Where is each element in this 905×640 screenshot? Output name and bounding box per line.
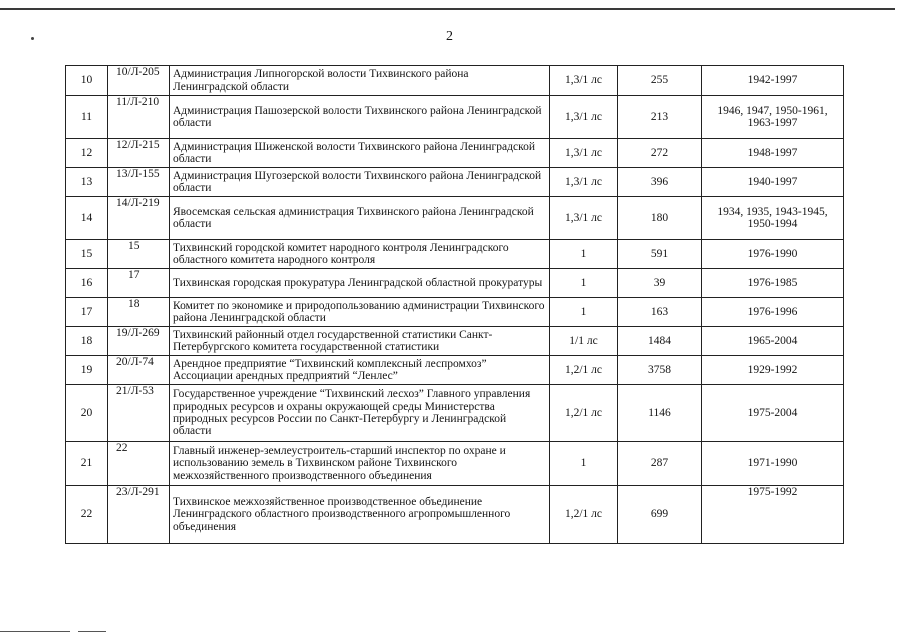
row-number: 11 [66,96,108,139]
fund-number: 12/Л-215 [108,139,170,168]
table-row [66,139,844,168]
item-count: 272 [618,139,702,168]
fund-number: 15 [108,240,170,269]
table-row [66,240,844,269]
page-number: 2 [446,29,453,44]
fund-name: Государственное учреждение “Тихвинский лесхоз” Главного управления природных ресурсов и охраны окружающей среды Министерства природных ресурсов России по Санкт-Петербургу и Ленинградской области [170,385,550,442]
bottom-rule-right [78,631,106,632]
table-row [66,197,844,240]
inventory-number: 1,3/1 лс [550,197,618,240]
fund-list-table [65,65,844,544]
fund-number: 18 [108,298,170,327]
inventory-number: 1 [550,240,618,269]
row-number: 13 [66,168,108,197]
item-count: 396 [618,168,702,197]
row-number: 10 [66,66,108,96]
item-count: 287 [618,442,702,486]
inventory-number: 1 [550,298,618,327]
date-range: 1934, 1935, 1943-1945, 1950-1994 [702,197,844,240]
date-range: 1946, 1947, 1950-1961, 1963-1997 [702,96,844,139]
date-range: 1965-2004 [702,327,844,356]
row-number: 18 [66,327,108,356]
row-number: 21 [66,442,108,486]
fund-number: 10/Л-205 [108,66,170,96]
date-range: 1942-1997 [702,66,844,96]
date-range: 1976-1985 [702,269,844,298]
date-range: 1975-1992 [702,486,844,544]
fund-number: 17 [108,269,170,298]
inventory-number: 1,3/1 лс [550,96,618,139]
table-row [66,356,844,385]
table-row [66,168,844,197]
inventory-number: 1,3/1 лс [550,168,618,197]
inventory-number: 1/1 лс [550,327,618,356]
item-count: 1146 [618,385,702,442]
fund-name: Комитет по экономике и природопользованию администрации Тихвинского района Ленинградской области [170,298,550,327]
date-range: 1940-1997 [702,168,844,197]
date-range: 1976-1990 [702,240,844,269]
inventory-number: 1 [550,269,618,298]
fund-name: Администрация Пашозерской волости Тихвинского района Ленинградской области [170,96,550,139]
fund-number: 14/Л-219 [108,197,170,240]
row-number: 12 [66,139,108,168]
inventory-number: 1,2/1 лс [550,385,618,442]
row-number: 19 [66,356,108,385]
fund-name: Тихвинский районный отдел государственной статистики Санкт-Петербургского комитета государственной статистики [170,327,550,356]
date-range: 1976-1996 [702,298,844,327]
item-count: 1484 [618,327,702,356]
top-rule [0,8,895,10]
item-count: 213 [618,96,702,139]
fund-number: 22 [108,442,170,486]
table-row [66,96,844,139]
row-number: 16 [66,269,108,298]
fund-number: 21/Л-53 [108,385,170,442]
item-count: 163 [618,298,702,327]
row-number: 17 [66,298,108,327]
scan-mark [31,37,34,40]
item-count: 180 [618,197,702,240]
inventory-number: 1,3/1 лс [550,66,618,96]
date-range: 1971-1990 [702,442,844,486]
fund-number: 19/Л-269 [108,327,170,356]
fund-name: Администрация Шугозерской волости Тихвинского района Ленинградской области [170,168,550,197]
item-count: 39 [618,269,702,298]
item-count: 699 [618,486,702,544]
item-count: 255 [618,66,702,96]
item-count: 591 [618,240,702,269]
fund-name: Арендное предприятие “Тихвинский комплексный леспромхоз” Ассоциации арендных предприятий “Ленлес” [170,356,550,385]
bottom-rule-left [0,631,70,632]
fund-name: Явосемская сельская администрация Тихвинского района Ленинградской области [170,197,550,240]
fund-number: 11/Л-210 [108,96,170,139]
item-count: 3758 [618,356,702,385]
date-range: 1929-1992 [702,356,844,385]
table-row [66,298,844,327]
fund-name: Тихвинский городской комитет народного контроля Ленинградского областного комитета народного контроля [170,240,550,269]
fund-number: 13/Л-155 [108,168,170,197]
date-range: 1975-2004 [702,385,844,442]
fund-number: 20/Л-74 [108,356,170,385]
table-row [66,486,844,544]
row-number: 15 [66,240,108,269]
table-row [66,385,844,442]
fund-name: Администрация Липногорской волости Тихвинского района Ленинградской области [170,66,550,96]
inventory-number: 1,3/1 лс [550,139,618,168]
table-row [66,66,844,96]
row-number: 14 [66,197,108,240]
row-number: 20 [66,385,108,442]
inventory-number: 1,2/1 лс [550,356,618,385]
date-range: 1948-1997 [702,139,844,168]
fund-number: 23/Л-291 [108,486,170,544]
table-row [66,269,844,298]
fund-name: Тихвинская городская прокуратура Ленинградской областной прокуратуры [170,269,550,298]
inventory-number: 1 [550,442,618,486]
table-row [66,442,844,486]
row-number: 22 [66,486,108,544]
inventory-number: 1,2/1 лс [550,486,618,544]
fund-name: Тихвинское межхозяйственное производственное объединение Ленинградского областного производственного агропромышленного объединения [170,486,550,544]
table-row [66,327,844,356]
fund-name: Администрация Шиженской волости Тихвинского района Ленинградской области [170,139,550,168]
fund-name: Главный инженер-землеустроитель-старший инспектор по охране и использованию земель в Тихвинском районе Тихвинского межхозяйственного производственного объединения [170,442,550,486]
